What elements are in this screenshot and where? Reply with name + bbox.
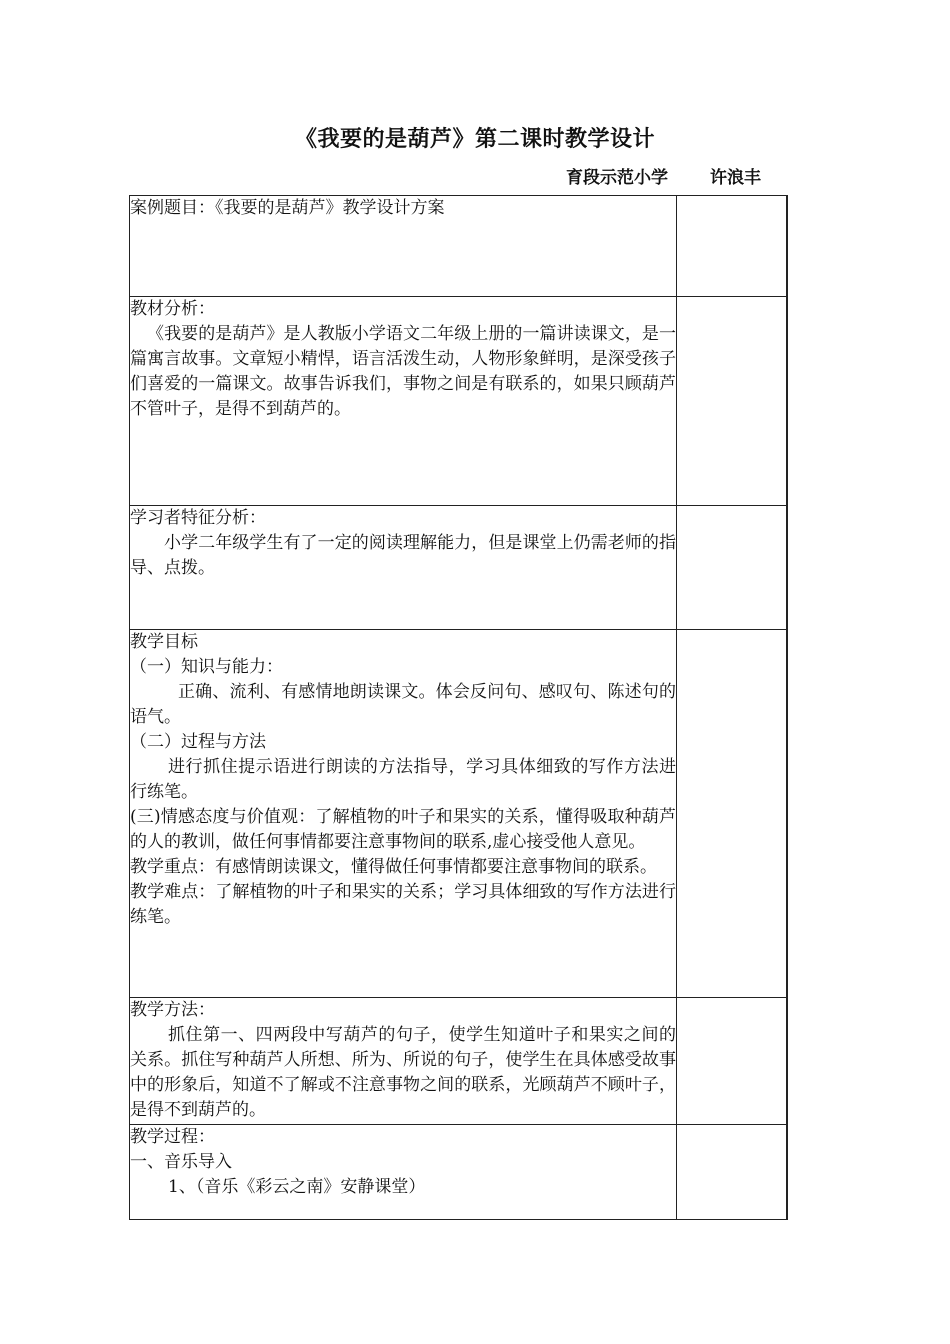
row-material — [130, 297, 788, 506]
objectives-sub2: （二）过程与方法 — [130, 732, 266, 752]
objectives-difficult-point: 教学难点：了解植物的叶子和果实的关系；学习具体细致的写作方法进行练笔。 — [130, 882, 676, 927]
objectives-heading: 教学目标 — [130, 632, 198, 652]
author-line — [566, 163, 761, 188]
cell-side-narrow — [787, 297, 788, 506]
author-name: 许浪丰 — [710, 168, 761, 188]
page-title: 《我要的是葫芦》第二课时教学设计 — [294, 126, 655, 152]
methods-heading: 教学方法： — [130, 1000, 215, 1020]
process-step1-item: 1、（音乐《彩云之南》安静课堂） — [168, 1177, 426, 1197]
cell-side-narrow — [787, 630, 788, 998]
objectives-sub2-body: 进行抓住提示语进行朗读的方法指导，学习具体细致的写作方法进行练笔。 — [130, 757, 676, 802]
cell-objectives — [130, 630, 677, 998]
material-body: 《我要的是葫芦》是人教版小学语文二年级上册的一篇讲读课文，是一篇寓言故事。文章短小精悍，语言活泼生动，人物形象鲜明，是深受孩子们喜爱的一篇课文。故事告诉我们，事物之间是有联系的，如果只顾葫芦不管叶子，是得不到葫芦的。 — [130, 324, 676, 419]
cell-side — [677, 630, 787, 998]
objectives-sub1-body: 正确、流利、有感情地朗读课文。体会反问句、感叹句、陈述句的语气。 — [130, 682, 676, 727]
cell-side-narrow — [787, 506, 788, 630]
methods-body: 抓住第一、四两段中写葫芦的句子，使学生知道叶子和果实之间的关系。抓住写种葫芦人所想、所为、所说的句子，使学生在具体感受故事中的形象后，知道不了解或不注意事物之间的联系，光顾葫芦不顾叶子，是得不到葫芦的。 — [130, 1025, 676, 1120]
row-methods — [130, 998, 788, 1125]
learner-heading: 学习者特征分析： — [130, 508, 266, 528]
cell-material — [130, 297, 677, 506]
cell-side — [677, 297, 787, 506]
objectives-sub3: (三)情感态度与价值观：了解植物的叶子和果实的关系，懂得吸取种葫芦的人的教训，做任何事情都要注意事物间的联系,虚心接受他人意见。 — [130, 807, 676, 852]
cell-side — [677, 998, 787, 1125]
objectives-sub1: （一）知识与能力： — [130, 657, 283, 677]
row-objectives — [130, 630, 788, 998]
cell-learner — [130, 506, 677, 630]
design-table — [129, 195, 788, 1220]
cell-side-narrow — [787, 196, 788, 297]
cell-side — [677, 196, 787, 297]
cell-side — [677, 1125, 787, 1220]
row-case-title — [130, 196, 788, 297]
objectives-key-point: 教学重点：有感情朗读课文，懂得做任何事情都要注意事物间的联系。 — [130, 857, 657, 877]
author-school: 育段示范小学 — [566, 168, 668, 188]
cell-side-narrow — [787, 1125, 788, 1220]
row-process — [130, 1125, 788, 1220]
process-heading: 教学过程： — [130, 1127, 215, 1147]
cell-process — [130, 1125, 677, 1220]
process-step1: 一、音乐导入 — [130, 1152, 232, 1172]
cell-methods — [130, 998, 677, 1125]
cell-side — [677, 506, 787, 630]
cell-side-narrow — [787, 998, 788, 1125]
cell-case-title — [130, 196, 677, 297]
material-heading: 教材分析： — [130, 299, 215, 319]
case-title-text: 案例题目：《我要的是葫芦》教学设计方案 — [130, 198, 445, 218]
row-learner — [130, 506, 788, 630]
learner-body: 小学二年级学生有了一定的阅读理解能力，但是课堂上仍需老师的指导、点拨。 — [130, 533, 676, 578]
